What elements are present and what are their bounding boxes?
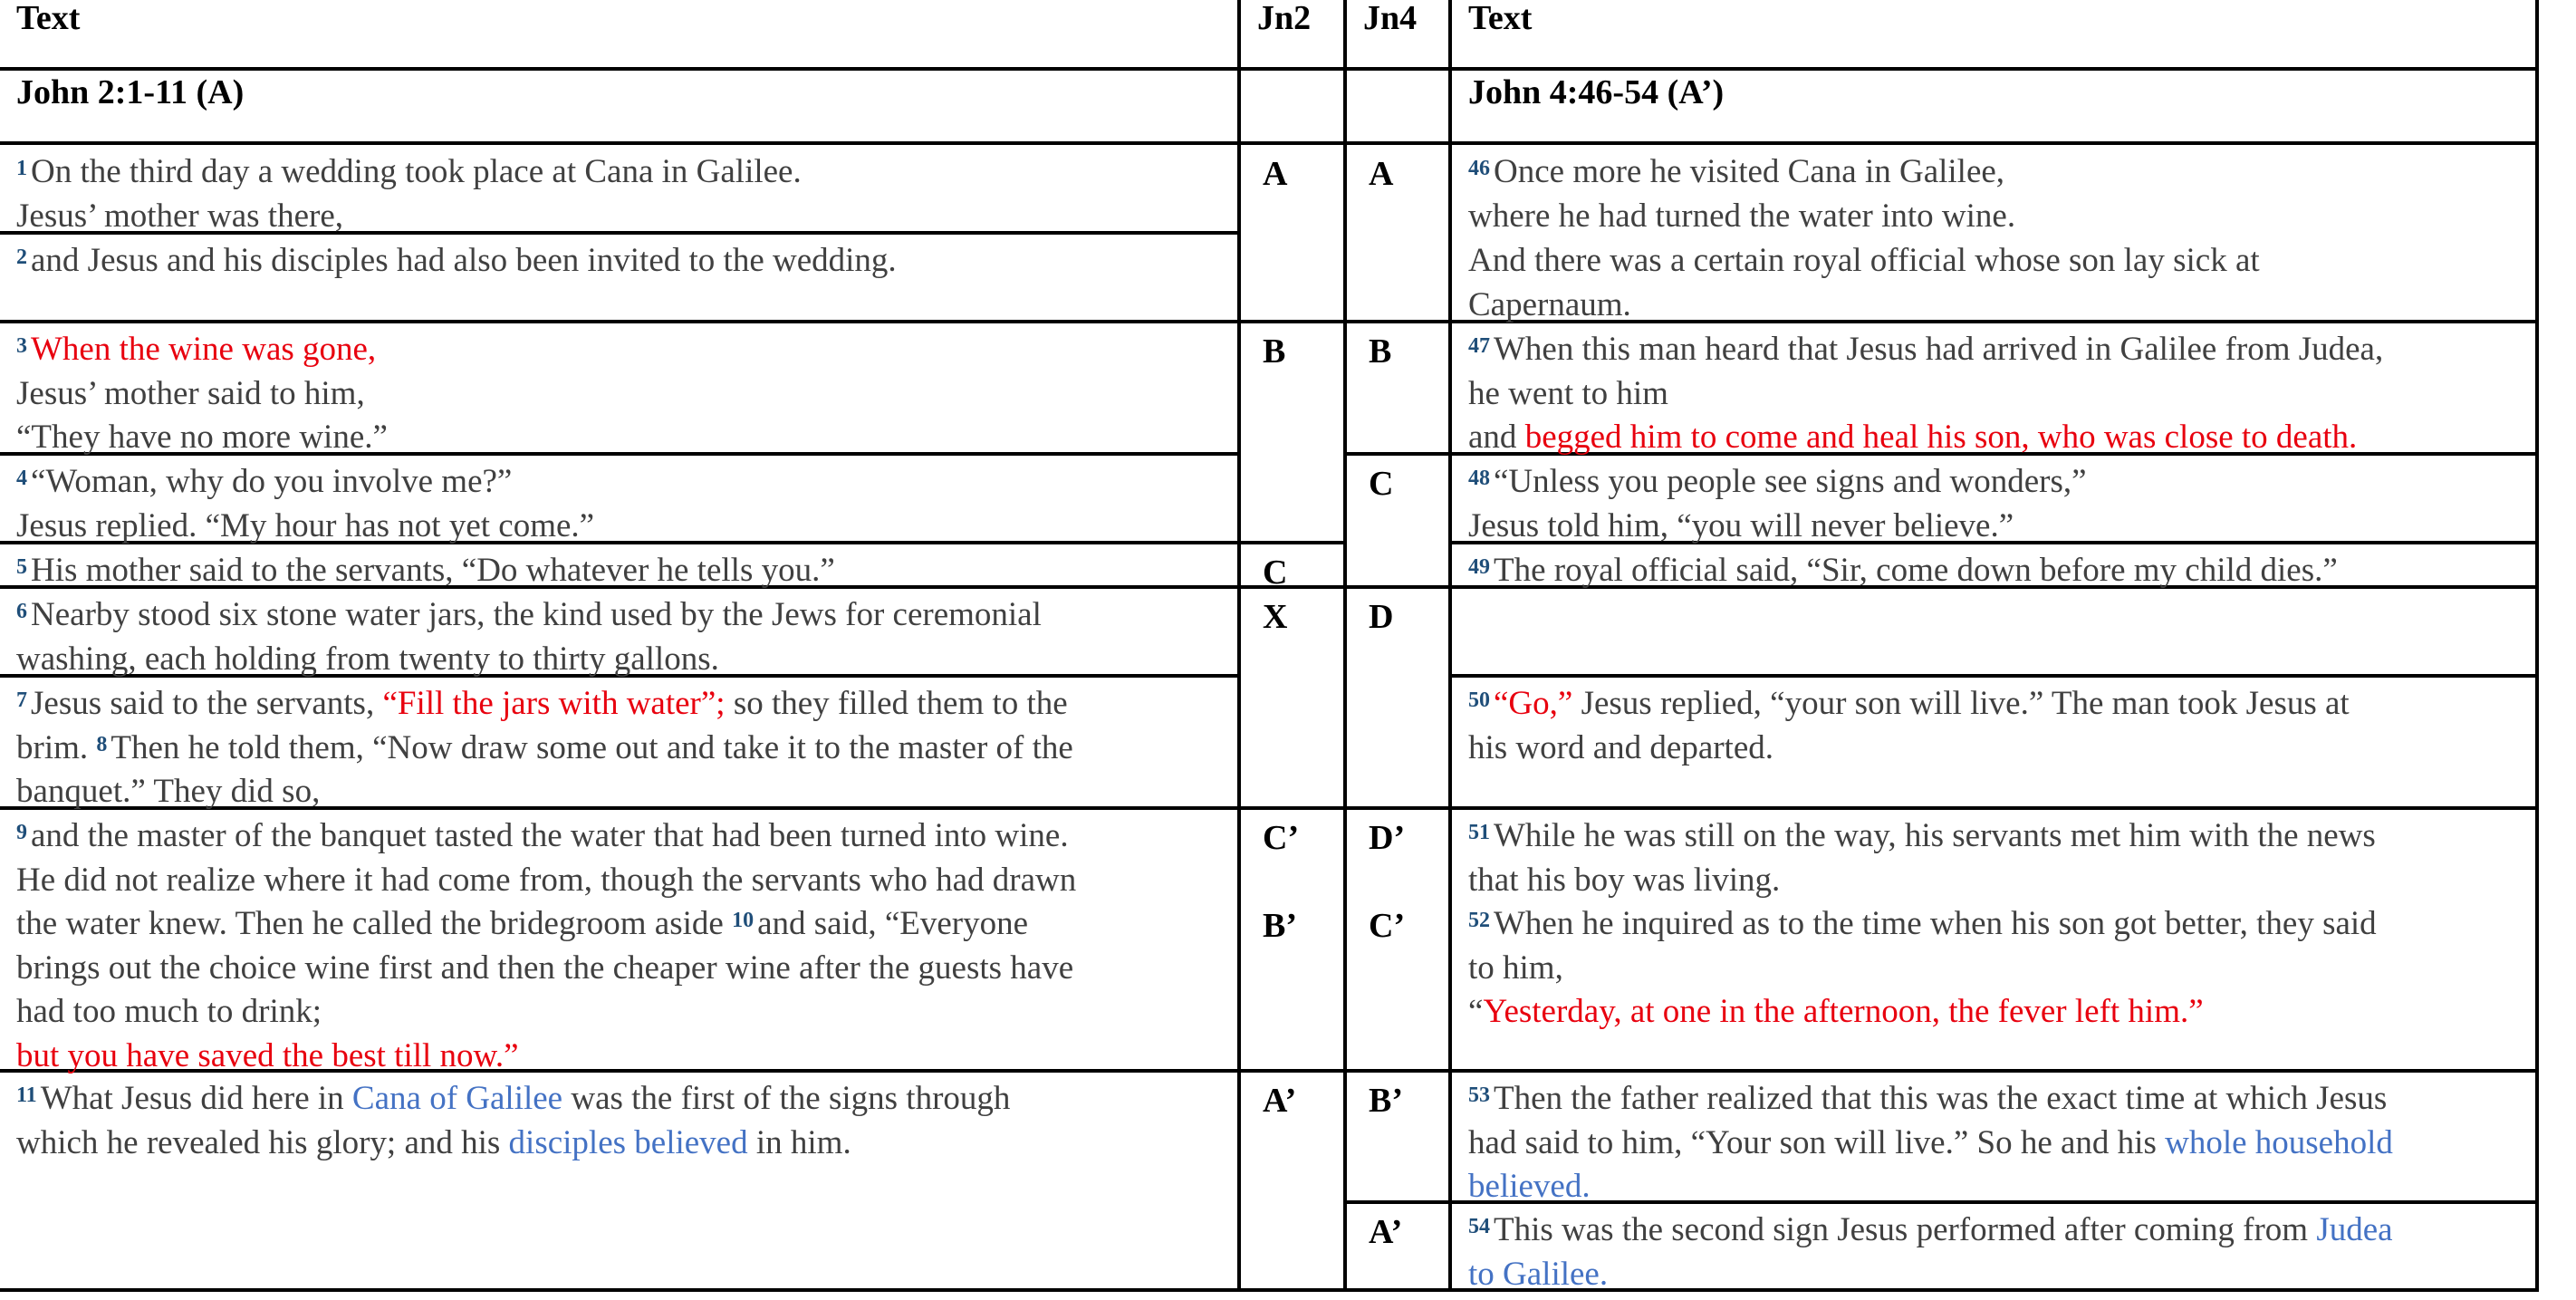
- rule-header-bottom: [0, 67, 2539, 71]
- verse-text: Jesus’ mother said to him,: [16, 374, 365, 412]
- verse-text-blue: disciples believed: [508, 1123, 748, 1161]
- jn4-label-b: B: [1369, 332, 1392, 371]
- verse-number: 52: [1468, 909, 1490, 932]
- verse-4: [0, 455, 594, 548]
- verse-text: Capernaum.: [1468, 285, 1631, 323]
- section-title-right: John 4:46-54 (A’): [1468, 73, 1725, 111]
- verse-number: 3: [16, 334, 27, 358]
- verse-text-red: begged him to come and heal his son, who was close to death.: [1524, 419, 2358, 456]
- verse-text: where he had turned the water into wine.: [1468, 197, 2016, 235]
- verse-text: his word and departed.: [1468, 728, 1774, 766]
- jn2-label-b: B: [1263, 332, 1286, 371]
- verse-text: washing, each holding from twenty to thirty gallons.: [16, 640, 719, 678]
- verse-text: Then he told them, “Now draw some out and take it to the master of the: [111, 728, 1073, 766]
- verse-text: “: [1468, 993, 1484, 1030]
- verse-3: [0, 323, 388, 460]
- jn2-label-c-prime: C’: [1263, 819, 1300, 857]
- verse-text: “Unless you people see signs and wonders,”: [1494, 463, 2087, 500]
- verse-text: and: [1468, 419, 1525, 456]
- verse-empty-d: [1452, 588, 1468, 593]
- verse-50: [1452, 677, 2350, 770]
- verse-number: 7: [16, 689, 27, 712]
- verse-2: [0, 234, 897, 284]
- verse-text: Then the father realized that this was the exact time at which Jesus: [1494, 1080, 2388, 1117]
- verse-46: [1452, 145, 2015, 238]
- verse-text: Nearby stood six stone water jars, the kind used by the Jews for ceremonial: [31, 596, 1042, 633]
- verse-5: [0, 544, 835, 593]
- verse-48: [1452, 455, 2087, 548]
- verse-number: 4: [16, 467, 27, 490]
- verse-text-blue: to Galilee.: [1468, 1255, 1609, 1293]
- verse-text-red: but you have saved the best till now.”: [16, 1036, 519, 1074]
- verse-text: “They have no more wine.”: [16, 419, 388, 456]
- verse-51-52: [1452, 809, 2377, 1035]
- verse-number: 5: [16, 555, 27, 579]
- verse-number: 51: [1468, 821, 1490, 844]
- verse-text: Jesus replied. “My hour has not yet come.”: [16, 506, 595, 544]
- verse-text: to him,: [1468, 949, 1563, 987]
- verse-number: 50: [1468, 689, 1490, 712]
- verse-47: [1452, 323, 2383, 460]
- jn4-label-a: A: [1369, 155, 1394, 193]
- verse-49: [1452, 544, 2338, 593]
- verse-text-red: “Go,”: [1494, 685, 1573, 722]
- verse-text: and the master of the banquet tasted the water that had been turned into wine.: [31, 817, 1069, 854]
- verse-number: 10: [732, 909, 755, 932]
- verse-text: he went to him: [1468, 374, 1668, 412]
- verse-text: “Woman, why do you involve me?”: [31, 463, 513, 500]
- verse-text-red: Yesterday, at one in the afternoon, the fever left him.”: [1483, 993, 2204, 1030]
- verse-number: 11: [16, 1083, 37, 1107]
- jn4-label-d: D: [1369, 598, 1394, 636]
- verse-text: When he inquired as to the time when his son got better, they said: [1494, 905, 2377, 942]
- jn2-label-x: X: [1263, 598, 1288, 636]
- column-header-text-left: Text: [16, 0, 81, 37]
- jn2-label-a: A: [1263, 155, 1288, 193]
- verse-text: Jesus told him, “you will never believe.”: [1468, 506, 2014, 544]
- verse-text: While he was still on the way, his servants met him with the news: [1494, 817, 2376, 854]
- verse-number: 49: [1468, 555, 1490, 579]
- verse-text: And there was a certain royal official whose son lay sick at: [1468, 242, 2260, 279]
- jn4-label-c: C: [1369, 465, 1394, 503]
- verse-number: 2: [16, 246, 27, 269]
- verse-text-red: When the wine was gone,: [31, 331, 377, 368]
- verse-text: so they filled them to the: [725, 685, 1068, 722]
- verse-text: The royal official said, “Sir, come down before my child dies.”: [1494, 552, 2338, 589]
- column-header-jn2: Jn2: [1257, 0, 1312, 37]
- verse-text: Jesus said to the servants,: [31, 685, 383, 722]
- section-title-left: John 2:1-11 (A): [16, 73, 245, 111]
- verse-text: had said to him, “Your son will live.” So he and his: [1468, 1123, 2166, 1161]
- verse-text: Jesus replied, “your son will live.” The man took Jesus at: [1572, 685, 2350, 722]
- verse-number: 48: [1468, 467, 1490, 490]
- verse-text: Jesus’ mother was there,: [16, 197, 343, 235]
- verse-text: Once more he visited Cana in Galilee,: [1494, 153, 2005, 190]
- verse-text-blue: Judea: [2316, 1211, 2393, 1248]
- verse-text: His mother said to the servants, “Do whatever he tells you.”: [31, 552, 835, 589]
- verse-7-8: [0, 677, 1073, 814]
- verse-number: 1: [16, 157, 27, 180]
- column-header-text-right: Text: [1468, 0, 1533, 37]
- verse-number: 46: [1468, 157, 1490, 180]
- verse-text: brim.: [16, 728, 97, 766]
- jn4-label-b-prime: B’: [1369, 1082, 1403, 1120]
- verse-9-10: [0, 809, 1076, 1078]
- rule-table-right: [2535, 0, 2539, 1292]
- column-header-jn4: Jn4: [1363, 0, 1418, 37]
- verse-text-blue: believed.: [1468, 1168, 1591, 1205]
- verse-text: and said, “Everyone: [757, 905, 1029, 942]
- verse-number: 54: [1468, 1215, 1490, 1238]
- verse-text-red: “Fill the jars with water”;: [382, 685, 726, 722]
- verse-1: [0, 145, 802, 238]
- verse-text: He did not realize where it had come from, though the servants who had drawn: [16, 861, 1077, 899]
- jn4-label-c-prime: C’: [1369, 907, 1406, 945]
- verse-number: 6: [16, 600, 27, 623]
- verse-text: This was the second sign Jesus performed after coming from: [1494, 1211, 2317, 1248]
- verse-text: On the third day a wedding took place at Cana in Galilee.: [31, 153, 802, 190]
- jn4-label-d-prime: D’: [1369, 819, 1406, 857]
- verse-text: and Jesus and his disciples had also been invited to the wedding.: [31, 242, 897, 279]
- verse-number: 8: [96, 732, 108, 756]
- verse-text-blue: whole household: [2165, 1123, 2393, 1161]
- verse-number: 47: [1468, 334, 1490, 358]
- verse-number: 9: [16, 821, 27, 844]
- verse-text: which he revealed his glory; and his: [16, 1123, 509, 1161]
- verse-text: brings out the choice wine first and then the cheaper wine after the guests have: [16, 949, 1074, 987]
- jn2-label-c: C: [1263, 554, 1288, 592]
- jn2-label-b-prime: B’: [1263, 907, 1297, 945]
- verse-6: [0, 588, 1042, 681]
- verse-text: the water knew. Then he called the bridegroom aside: [16, 905, 733, 942]
- verse-text-blue: Cana of Galilee: [351, 1080, 563, 1117]
- verse-text: that his boy was living.: [1468, 861, 1781, 899]
- verse-text: When this man heard that Jesus had arrived in Galilee from Judea,: [1494, 331, 2384, 368]
- jn2-label-a-prime: A’: [1263, 1082, 1297, 1120]
- jn4-label-a-prime: A’: [1369, 1213, 1403, 1251]
- verse-text: had too much to drink;: [16, 993, 322, 1030]
- verse-54: [1452, 1203, 2393, 1296]
- verse-11: [0, 1072, 1010, 1165]
- verse-text: What Jesus did here in: [40, 1080, 352, 1117]
- verse-text: banquet.” They did so,: [16, 773, 321, 810]
- verse-46-cont: [1452, 234, 2260, 327]
- verse-text: was the first of the signs through: [562, 1080, 1011, 1117]
- verse-53: [1452, 1072, 2393, 1209]
- verse-text: in him.: [747, 1123, 851, 1161]
- verse-number: 53: [1468, 1083, 1490, 1107]
